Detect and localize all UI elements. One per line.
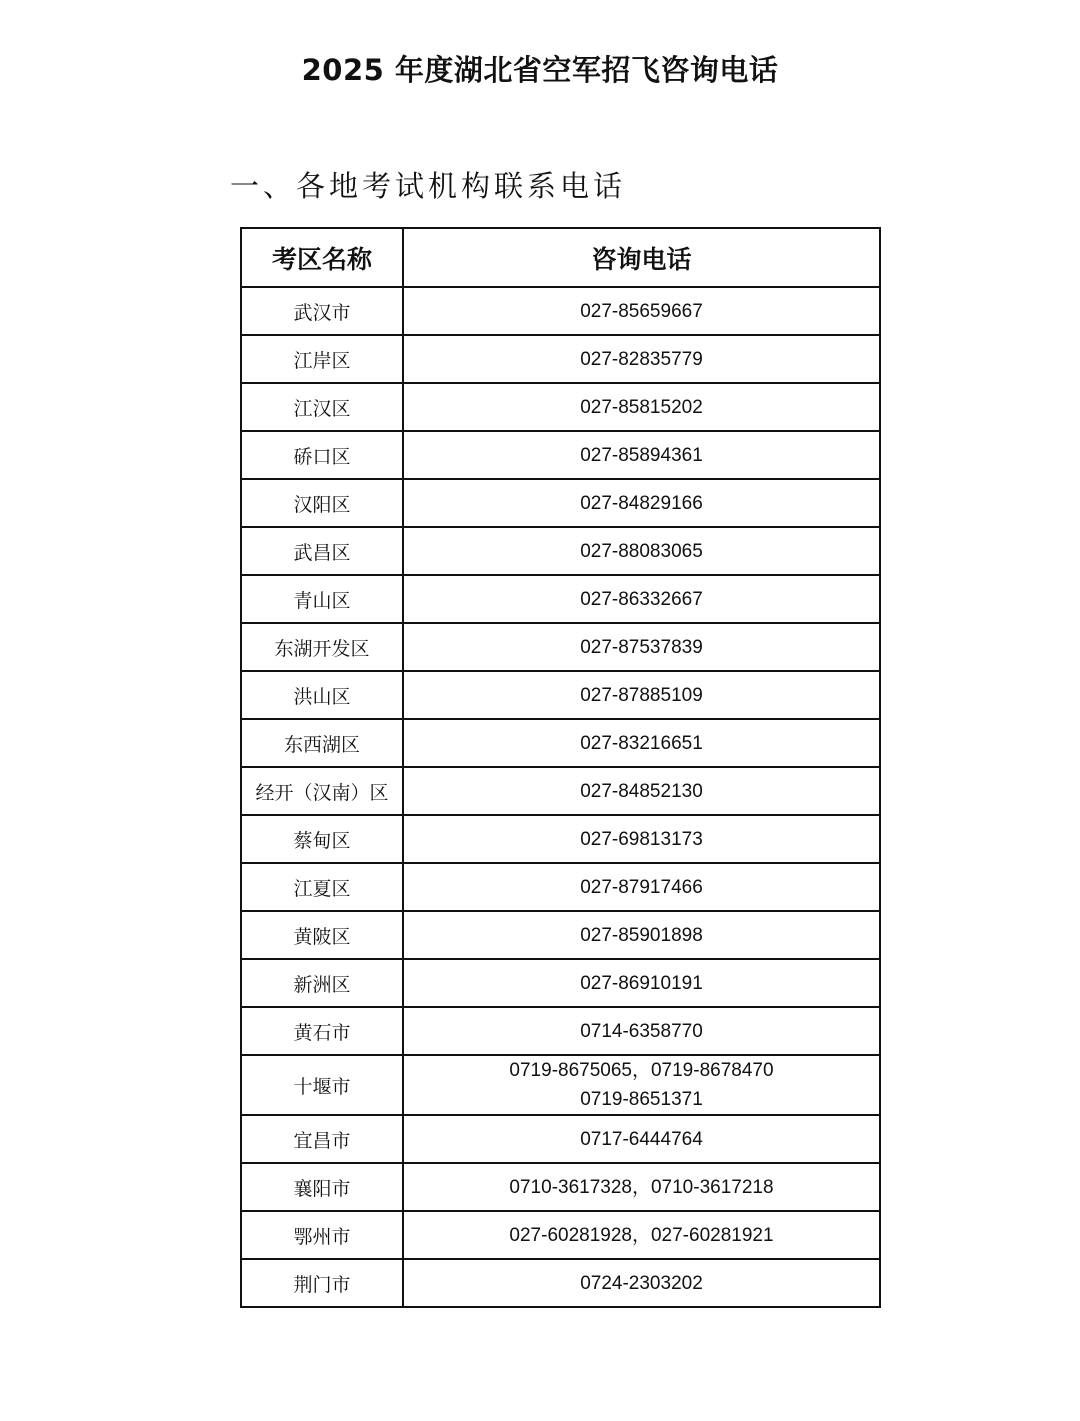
phone-number: 027-84852130 — [580, 780, 703, 802]
phone-number: 027-85659667 — [580, 300, 703, 322]
exam-area-name: 鄂州市 — [241, 1211, 403, 1259]
phone-cell — [403, 959, 880, 1007]
table-row — [241, 671, 880, 719]
exam-area-name: 硚口区 — [241, 431, 403, 479]
table-row — [241, 575, 880, 623]
table-row — [241, 719, 880, 767]
phone-number: 0710-3617328，0710-3617218 — [509, 1176, 774, 1198]
contact-table — [240, 227, 881, 1308]
phone-number: 027-86332667 — [580, 588, 703, 610]
phone-number: 027-85815202 — [580, 396, 703, 418]
table-row — [241, 479, 880, 527]
exam-area-name: 宜昌市 — [241, 1115, 403, 1163]
exam-area-name: 江汉区 — [241, 383, 403, 431]
phone-number: 027-87917466 — [580, 876, 703, 898]
table-header — [241, 228, 880, 287]
header-phone: 咨询电话 — [403, 228, 880, 287]
phone-number: 027-60281928，027-60281921 — [509, 1224, 774, 1246]
table-row — [241, 1259, 880, 1307]
table-row — [241, 527, 880, 575]
table-row — [241, 815, 880, 863]
table-row — [241, 911, 880, 959]
phone-cell — [403, 1115, 880, 1163]
phone-cell — [403, 1055, 880, 1115]
exam-area-name: 汉阳区 — [241, 479, 403, 527]
table-row — [241, 383, 880, 431]
phone-cell — [403, 911, 880, 959]
phone-cell — [403, 575, 880, 623]
phone-number: 027-88083065 — [580, 540, 703, 562]
exam-area-name: 武昌区 — [241, 527, 403, 575]
phone-number: 0719-8675065，0719-8678470 — [509, 1060, 774, 1081]
header-row — [241, 228, 880, 287]
phone-number: 027-85901898 — [580, 924, 703, 946]
phone-number: 027-86910191 — [580, 972, 703, 994]
exam-area-name: 洪山区 — [241, 671, 403, 719]
exam-area-name: 十堰市 — [241, 1055, 403, 1115]
exam-area-name: 襄阳市 — [241, 1163, 403, 1211]
phone-cell — [403, 863, 880, 911]
table-row — [241, 623, 880, 671]
table-row — [241, 959, 880, 1007]
table-body — [241, 287, 880, 1307]
phone-cell — [403, 719, 880, 767]
table-row — [241, 1163, 880, 1211]
exam-area-name: 东西湖区 — [241, 719, 403, 767]
document-title: 2025 年度湖北省空军招飞咨询电话 — [301, 53, 779, 87]
phone-number: 0714-6358770 — [580, 1020, 703, 1042]
exam-area-name: 武汉市 — [241, 287, 403, 335]
phone-number: 0719-8651371 — [580, 1089, 703, 1110]
phone-number: 027-69813173 — [580, 828, 703, 850]
phone-cell — [403, 431, 880, 479]
phone-cell — [403, 335, 880, 383]
phone-cell — [403, 767, 880, 815]
table-row — [241, 863, 880, 911]
exam-area-name: 黄陂区 — [241, 911, 403, 959]
table-row — [241, 1007, 880, 1055]
phone-cell — [403, 1007, 880, 1055]
phone-cell — [403, 623, 880, 671]
phone-number: 027-82835779 — [580, 348, 703, 370]
phone-cell — [403, 527, 880, 575]
exam-area-name: 江夏区 — [241, 863, 403, 911]
exam-area-name: 江岸区 — [241, 335, 403, 383]
phone-cell — [403, 815, 880, 863]
phone-number: 0724-2303202 — [580, 1272, 703, 1294]
phone-cell — [403, 383, 880, 431]
table-row — [241, 1115, 880, 1163]
table-row — [241, 335, 880, 383]
table-row — [241, 287, 880, 335]
phone-cell — [403, 671, 880, 719]
phone-cell — [403, 1211, 880, 1259]
phone-number: 027-84829166 — [580, 492, 703, 514]
exam-area-name: 蔡甸区 — [241, 815, 403, 863]
phone-cell — [403, 479, 880, 527]
table-row — [241, 1211, 880, 1259]
table-row — [241, 431, 880, 479]
phone-number: 027-83216651 — [580, 732, 703, 754]
exam-area-name: 青山区 — [241, 575, 403, 623]
table-row — [241, 1055, 880, 1115]
phone-number: 027-85894361 — [580, 444, 703, 466]
header-exam-area: 考区名称 — [241, 228, 403, 287]
exam-area-name: 黄石市 — [241, 1007, 403, 1055]
phone-number: 027-87537839 — [580, 636, 703, 658]
exam-area-name: 经开（汉南）区 — [241, 767, 403, 815]
table-row — [241, 767, 880, 815]
section-heading: 一、各地考试机构联系电话 — [230, 169, 627, 203]
phone-number: 027-87885109 — [580, 684, 703, 706]
phone-cell — [403, 1163, 880, 1211]
exam-area-name: 新洲区 — [241, 959, 403, 1007]
phone-cell — [403, 287, 880, 335]
phone-number: 0717-6444764 — [580, 1128, 703, 1150]
phone-cell — [403, 1259, 880, 1307]
exam-area-name: 东湖开发区 — [241, 623, 403, 671]
exam-area-name: 荆门市 — [241, 1259, 403, 1307]
